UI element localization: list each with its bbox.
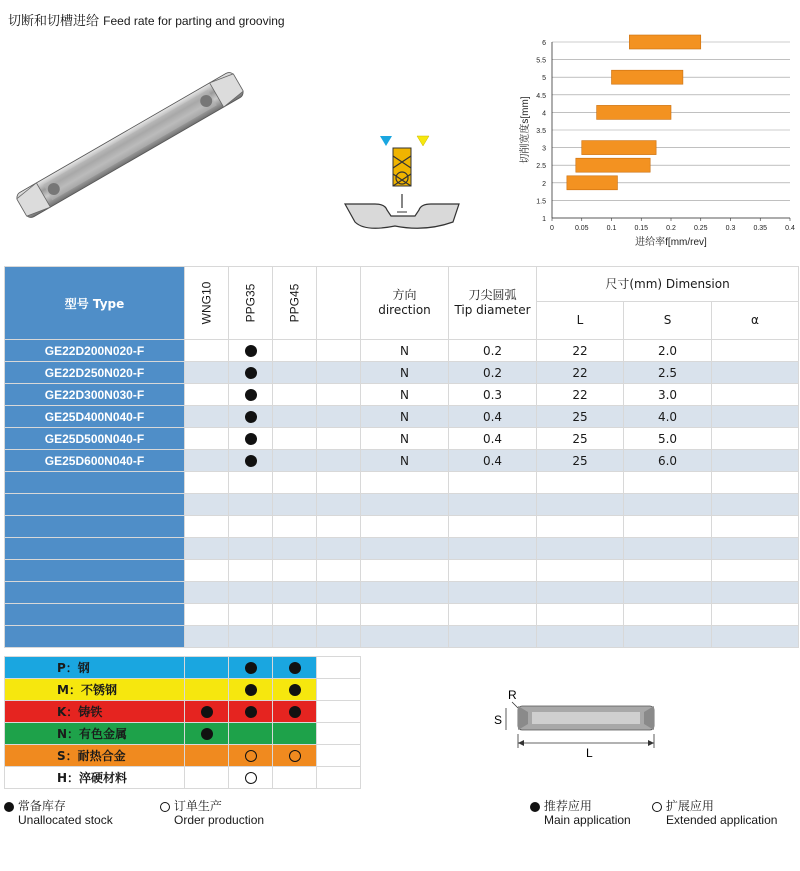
table-row bbox=[5, 450, 799, 472]
direction-cell: N bbox=[361, 406, 449, 428]
s-cell: 4.0 bbox=[624, 406, 712, 428]
stock-dot-icon bbox=[245, 433, 257, 445]
s-cell: 5.0 bbox=[624, 428, 712, 450]
tip-cell: 0.4 bbox=[449, 406, 537, 428]
s-cell: 2.0 bbox=[624, 340, 712, 362]
chart-ytick-label: 4 bbox=[542, 110, 546, 118]
grade-header-wng10: WNG10 bbox=[185, 267, 229, 340]
grade-header-empty bbox=[317, 267, 361, 340]
dim-col-l: L bbox=[537, 302, 624, 340]
l-cell: 25 bbox=[537, 428, 624, 450]
legend-main-application: 推荐应用 Main application bbox=[530, 799, 631, 827]
type-header: 型号 Type bbox=[5, 267, 185, 340]
l-cell: 22 bbox=[537, 384, 624, 406]
direction-cell: N bbox=[361, 428, 449, 450]
stock-dot-icon bbox=[4, 802, 14, 812]
l-cell: 22 bbox=[537, 362, 624, 384]
material-name: P：钢 bbox=[5, 657, 185, 679]
legend-extended-application: 扩展应用 Extended application bbox=[652, 799, 777, 827]
stock-dot-icon bbox=[245, 411, 257, 423]
empty-row bbox=[5, 472, 799, 494]
chart-ytick-label: 2 bbox=[542, 180, 546, 188]
type-cell: GE22D250N020-F bbox=[5, 362, 185, 384]
material-row-p bbox=[5, 657, 361, 679]
insert-dimension-diagram bbox=[492, 688, 672, 758]
extended-application-ring-icon bbox=[245, 750, 257, 762]
chart-xtick-label: 0.35 bbox=[753, 225, 768, 232]
chart-y-label: 切削宽度s[mm] bbox=[520, 96, 531, 164]
table-row bbox=[5, 340, 799, 362]
stock-cell bbox=[229, 450, 273, 472]
main-application-dot-icon bbox=[289, 706, 301, 718]
tip-cell: 0.4 bbox=[449, 450, 537, 472]
type-cell: GE22D300N030-F bbox=[5, 384, 185, 406]
extended-application-ring-icon bbox=[289, 750, 301, 762]
stock-cell bbox=[229, 406, 273, 428]
extended-application-ring-icon bbox=[652, 802, 662, 812]
main-application-dot-icon bbox=[530, 802, 540, 812]
chart-xtick-label: 0.05 bbox=[574, 225, 589, 232]
main-application-dot-icon bbox=[245, 706, 257, 718]
chart-bar bbox=[629, 35, 700, 49]
order-ring-icon bbox=[160, 802, 170, 812]
main-application-dot-icon bbox=[289, 684, 301, 696]
l-cell: 25 bbox=[537, 406, 624, 428]
chart-xtick-label: 0.25 bbox=[693, 225, 708, 232]
stock-cell bbox=[229, 340, 273, 362]
empty-row bbox=[5, 626, 799, 648]
feed-rate-chart bbox=[518, 30, 798, 260]
material-name: H：淬硬材料 bbox=[5, 767, 185, 789]
material-table bbox=[4, 656, 361, 789]
type-cell: GE25D500N040-F bbox=[5, 428, 185, 450]
dimension-header: 尺寸(mm) Dimension bbox=[537, 267, 799, 302]
insert-spec-table bbox=[4, 266, 799, 648]
main-application-dot-icon bbox=[245, 662, 257, 674]
page-title bbox=[8, 10, 285, 29]
material-name: M：不锈钢 bbox=[5, 679, 185, 701]
material-row-n bbox=[5, 723, 361, 745]
table-row bbox=[5, 384, 799, 406]
empty-row bbox=[5, 494, 799, 516]
chart-xtick-label: 0.3 bbox=[725, 225, 736, 232]
chart-ytick-label: 3 bbox=[542, 145, 546, 153]
chart-xtick-label: 0.4 bbox=[785, 225, 795, 232]
main-application-dot-icon bbox=[201, 728, 213, 740]
tip-cell: 0.3 bbox=[449, 384, 537, 406]
stock-dot-icon bbox=[245, 455, 257, 467]
chart-xtick-label: 0.2 bbox=[666, 225, 676, 232]
chart-bar bbox=[567, 176, 618, 190]
l-cell: 25 bbox=[537, 450, 624, 472]
svg-text:S: S bbox=[494, 713, 503, 727]
chart-xtick-label: 0 bbox=[550, 225, 554, 232]
chart-bar bbox=[597, 105, 671, 119]
stock-dot-icon bbox=[245, 389, 257, 401]
page-title-en: Feed rate for parting and grooving bbox=[103, 14, 285, 28]
chart-ytick-label: 4.5 bbox=[536, 92, 546, 100]
stock-cell bbox=[229, 384, 273, 406]
direction-cell: N bbox=[361, 340, 449, 362]
grooving-tool-diagram bbox=[335, 128, 465, 238]
table-row bbox=[5, 428, 799, 450]
grade-header-ppg35: PPG35 bbox=[229, 267, 273, 340]
material-name: K：铸铁 bbox=[5, 701, 185, 723]
direction-header: 方向 direction bbox=[361, 267, 449, 340]
material-row-h bbox=[5, 767, 361, 789]
chart-ytick-label: 2.5 bbox=[536, 163, 546, 171]
table-header-row bbox=[5, 267, 799, 302]
chart-ytick-label: 5.5 bbox=[536, 57, 546, 65]
s-cell: 3.0 bbox=[624, 384, 712, 406]
chart-bar bbox=[612, 70, 683, 84]
tip-cell: 0.2 bbox=[449, 340, 537, 362]
direction-cell: N bbox=[361, 362, 449, 384]
stock-cell bbox=[229, 428, 273, 450]
material-name: N：有色金属 bbox=[5, 723, 185, 745]
table-row bbox=[5, 406, 799, 428]
svg-text:R: R bbox=[508, 688, 517, 702]
stock-dot-icon bbox=[245, 367, 257, 379]
chart-ytick-label: 1 bbox=[542, 216, 546, 223]
empty-row bbox=[5, 582, 799, 604]
stock-cell bbox=[229, 362, 273, 384]
material-name: S：耐热合金 bbox=[5, 745, 185, 767]
chart-xtick-label: 0.1 bbox=[606, 225, 617, 232]
direction-cell: N bbox=[361, 384, 449, 406]
grooving-insert-image bbox=[0, 60, 260, 230]
material-row-k bbox=[5, 701, 361, 723]
chart-ytick-label: 1.5 bbox=[536, 198, 546, 206]
chart-ytick-label: 6 bbox=[542, 40, 546, 47]
table-row bbox=[5, 362, 799, 384]
empty-row bbox=[5, 538, 799, 560]
main-application-dot-icon bbox=[201, 706, 213, 718]
legend-stock: 常备库存 Unallocated stock bbox=[4, 799, 113, 827]
chart-xtick-label: 0.15 bbox=[634, 225, 649, 232]
chart-x-label: 进给率f[mm/rev] bbox=[635, 237, 707, 248]
material-row-s bbox=[5, 745, 361, 767]
dim-col-alpha: α bbox=[712, 302, 799, 340]
tip-cell: 0.2 bbox=[449, 362, 537, 384]
chart-ytick-label: 3.5 bbox=[536, 128, 546, 135]
main-application-dot-icon bbox=[289, 662, 301, 674]
empty-row bbox=[5, 516, 799, 538]
type-cell: GE25D600N040-F bbox=[5, 450, 185, 472]
extended-application-ring-icon bbox=[245, 772, 257, 784]
material-row-m bbox=[5, 679, 361, 701]
stock-dot-icon bbox=[245, 345, 257, 357]
empty-row bbox=[5, 560, 799, 582]
svg-text:L: L bbox=[586, 746, 593, 758]
empty-row bbox=[5, 604, 799, 626]
type-cell: GE25D400N040-F bbox=[5, 406, 185, 428]
chart-ytick-label: 5 bbox=[542, 75, 546, 83]
dim-col-s: S bbox=[624, 302, 712, 340]
s-cell: 2.5 bbox=[624, 362, 712, 384]
page-title-cn: 切断和切槽进给 bbox=[8, 14, 100, 29]
type-cell: GE22D200N020-F bbox=[5, 340, 185, 362]
chart-bar bbox=[582, 141, 656, 155]
legend-order: 订单生产 Order production bbox=[160, 799, 264, 827]
chart-bar bbox=[576, 158, 650, 172]
main-application-dot-icon bbox=[245, 684, 257, 696]
grade-header-ppg45: PPG45 bbox=[273, 267, 317, 340]
l-cell: 22 bbox=[537, 340, 624, 362]
tip-diameter-header: 刀尖圆弧 Tip diameter bbox=[449, 267, 537, 340]
s-cell: 6.0 bbox=[624, 450, 712, 472]
tip-cell: 0.4 bbox=[449, 428, 537, 450]
direction-cell: N bbox=[361, 450, 449, 472]
